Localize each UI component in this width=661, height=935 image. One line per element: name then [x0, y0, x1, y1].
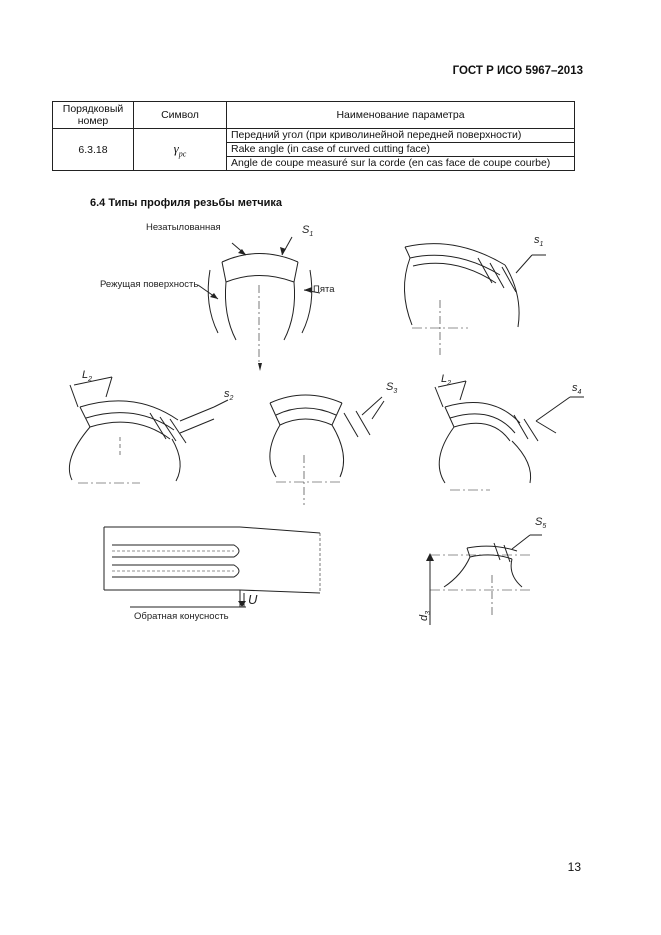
profile-unrelieved: [198, 237, 320, 365]
row-number: 6.3.18: [53, 129, 134, 171]
label-s3: $S_3$: [386, 381, 398, 395]
section-title: 6.4 Типы профиля резьбы метчика: [90, 197, 283, 209]
parameter-table: [52, 101, 575, 171]
row-symbol: [134, 129, 227, 171]
profile-back-taper: [104, 527, 320, 607]
table-header-row: [53, 102, 575, 129]
symbol-gamma: γ: [173, 140, 179, 156]
label-s4: $s_4$: [572, 382, 582, 396]
label-unrelieved: Незатылованная: [146, 222, 221, 233]
label-s1-large: $S_1$: [302, 224, 314, 238]
profile-s5: [430, 535, 542, 625]
name-russian: Передний угол (при криволинейной передней поверхности): [227, 129, 575, 143]
label-l2-right: $L_2$: [441, 373, 452, 387]
label-back-taper: Обратная конусность: [134, 611, 229, 622]
label-d3: $d_3$: [418, 610, 432, 621]
label-l2-left: $L_2$: [82, 369, 93, 383]
label-s5: $S_5$: [535, 516, 547, 530]
name-english: Rake angle (in case of curved cutting face): [227, 143, 575, 157]
profile-s1: [404, 244, 546, 355]
col-header-symbol: Символ: [134, 102, 227, 129]
tap-profile-figure: [0, 215, 661, 635]
label-heel: Пята: [313, 284, 335, 295]
table-row: [53, 129, 575, 143]
label-s2: $s_2$: [224, 388, 234, 402]
col-header-number: Порядковый номер: [53, 102, 134, 129]
standard-header: ГОСТ Р ИСО 5967–2013: [452, 65, 583, 77]
profile-s2: [69, 377, 228, 483]
label-s1: $s_1$: [534, 234, 544, 248]
symbol-subscript: pc: [178, 149, 187, 159]
name-french: Angle de coupe measuré sur la corde (en cas face de coupe courbe): [227, 157, 575, 171]
col-header-name: Наименование параметра: [227, 102, 575, 129]
label-u: U: [248, 592, 258, 607]
page-number: 13: [567, 860, 581, 874]
profile-s4: [435, 381, 584, 490]
profile-s3: [270, 395, 384, 505]
label-cutting-surface: Режущая поверхность: [100, 279, 199, 290]
